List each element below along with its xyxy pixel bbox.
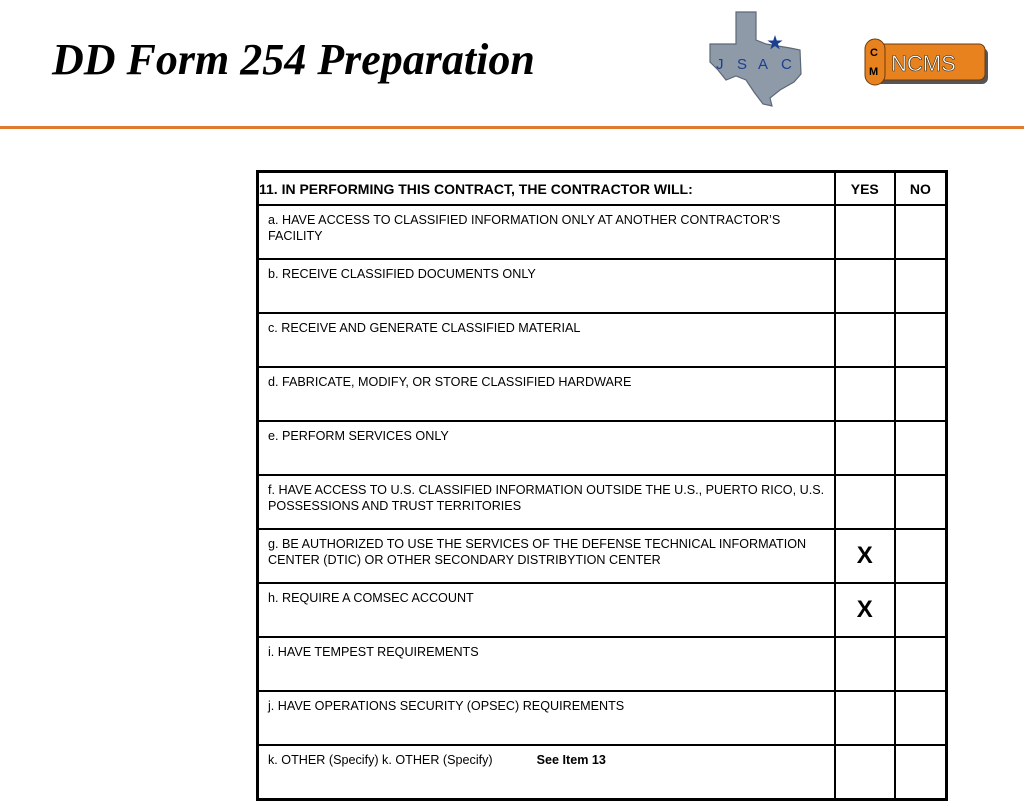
item-d-yes-cell[interactable] xyxy=(835,367,895,421)
item-h-text: h. REQUIRE A COMSEC ACCOUNT xyxy=(258,583,835,637)
header-yes: YES xyxy=(835,172,895,206)
ncms-text: NCMS xyxy=(891,51,956,76)
item-f-text: f. HAVE ACCESS TO U.S. CLASSIFIED INFORMATION OUTSIDE THE U.S., PUERTO RICO, U.S. POSSESSIONS AND TRUST TERRITORIES xyxy=(258,475,835,529)
item-c-yes-cell[interactable] xyxy=(835,313,895,367)
ncms-side-letter-c: C xyxy=(870,47,878,59)
item-g-yes-cell[interactable]: X xyxy=(835,529,895,583)
table-row xyxy=(258,313,947,367)
item-b-yes-cell[interactable] xyxy=(835,259,895,313)
item-c-text: c. RECEIVE AND GENERATE CLASSIFIED MATERIAL xyxy=(258,313,835,367)
item-g-no-cell[interactable] xyxy=(895,529,947,583)
item-h-yes-cell[interactable]: X xyxy=(835,583,895,637)
table-row xyxy=(258,529,947,583)
table-row xyxy=(258,475,947,529)
ncms-logo xyxy=(862,38,990,86)
jsac-letter-j: J xyxy=(716,56,724,73)
item-j-yes-cell[interactable] xyxy=(835,691,895,745)
slide-title: DD Form 254 Preparation xyxy=(52,35,535,84)
item-f-yes-cell[interactable] xyxy=(835,475,895,529)
jsac-letter-c: C xyxy=(781,56,792,73)
table-row xyxy=(258,691,947,745)
item-b-text: b. RECEIVE CLASSIFIED DOCUMENTS ONLY xyxy=(258,259,835,313)
title-divider xyxy=(0,126,1024,129)
item-e-text: e. PERFORM SERVICES ONLY xyxy=(258,421,835,475)
contract-requirements-table xyxy=(256,170,948,801)
item-k-no-cell[interactable] xyxy=(895,745,947,800)
item-k-cell xyxy=(258,745,835,800)
ncms-side-letter-m: M xyxy=(869,66,879,78)
item-a-text: a. HAVE ACCESS TO CLASSIFIED INFORMATION ONLY AT ANOTHER CONTRACTOR’S FACILITY xyxy=(258,205,835,259)
table-row xyxy=(258,259,947,313)
item-k-note: See Item 13 xyxy=(536,753,606,767)
table-row xyxy=(258,205,947,259)
table-row xyxy=(258,421,947,475)
item-c-no-cell[interactable] xyxy=(895,313,947,367)
ncms-side-pill xyxy=(865,39,885,85)
table-row xyxy=(258,583,947,637)
item-e-yes-cell[interactable] xyxy=(835,421,895,475)
item-i-text: i. HAVE TEMPEST REQUIREMENTS xyxy=(258,637,835,691)
table-row xyxy=(258,745,947,800)
header-item: 11. IN PERFORMING THIS CONTRACT, THE CONTRACTOR WILL: xyxy=(258,172,835,206)
item-k-text: k. OTHER (Specify) k. OTHER (Specify) xyxy=(268,753,493,767)
jsac-letter-s: S xyxy=(737,56,748,73)
jsac-letter-a: A xyxy=(758,56,769,73)
table-header-row xyxy=(258,172,947,206)
table-row xyxy=(258,637,947,691)
item-g-text: g. BE AUTHORIZED TO USE THE SERVICES OF THE DEFENSE TECHNICAL INFORMATION CENTER (DTIC) OR OTHER SECONDARY DISTRIBYTION CENTER xyxy=(258,529,835,583)
item-i-no-cell[interactable] xyxy=(895,637,947,691)
item-d-no-cell[interactable] xyxy=(895,367,947,421)
item-h-no-cell[interactable] xyxy=(895,583,947,637)
item-a-yes-cell[interactable] xyxy=(835,205,895,259)
item-j-no-cell[interactable] xyxy=(895,691,947,745)
item-k-yes-cell[interactable] xyxy=(835,745,895,800)
item-f-no-cell[interactable] xyxy=(895,475,947,529)
item-d-text: d. FABRICATE, MODIFY, OR STORE CLASSIFIED HARDWARE xyxy=(258,367,835,421)
jsac-texas-logo xyxy=(706,10,806,108)
item-a-no-cell[interactable] xyxy=(895,205,947,259)
item-i-yes-cell[interactable] xyxy=(835,637,895,691)
item-j-text: j. HAVE OPERATIONS SECURITY (OPSEC) REQUIREMENTS xyxy=(258,691,835,745)
table-row xyxy=(258,367,947,421)
item-b-no-cell[interactable] xyxy=(895,259,947,313)
header-no: NO xyxy=(895,172,947,206)
item-e-no-cell[interactable] xyxy=(895,421,947,475)
